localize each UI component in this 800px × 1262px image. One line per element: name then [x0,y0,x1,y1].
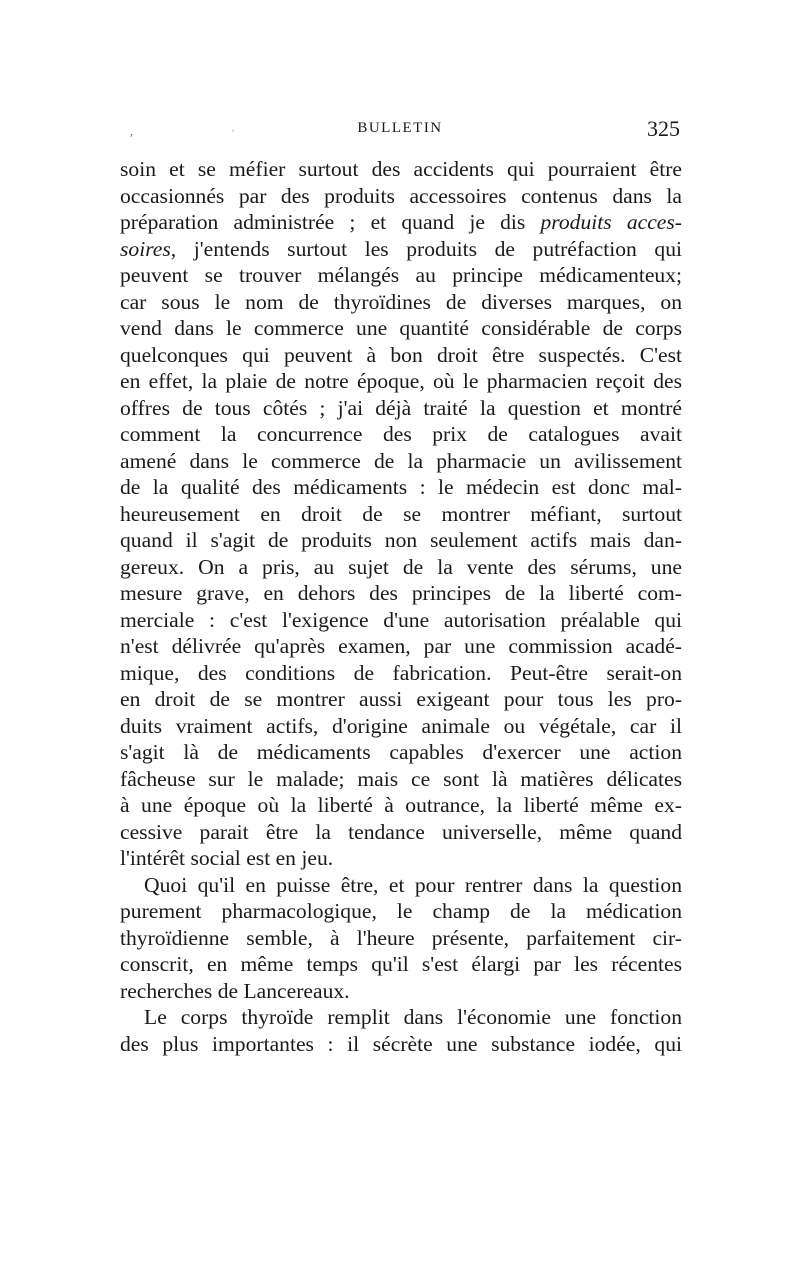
text-line [120,792,682,819]
line-text: l'intérêt social est en jeu. [120,846,334,870]
text-line [120,262,682,289]
text-line [120,607,682,634]
text-line [120,739,682,766]
line-text: comment la concurrence des prix de catalogues avait [120,422,682,446]
line-text: duits vraiment actifs, d'origine animale ou végétale, car il [120,713,682,738]
line-text: thyroïdienne semble, à l'heure présente, parfaitement cir- [120,925,682,950]
line-text: Quoi qu'il en puisse être, et pour rentrer dans la question [144,872,682,897]
line-text: mesure grave, en dehors des principes de la liberté com- [120,581,682,605]
text-line [120,527,682,554]
text-line [120,342,682,369]
line-text: conscrit, en même temps qu'il s'est élargi par les récentes [120,952,682,976]
text-line [120,660,682,687]
text-line [120,474,682,501]
text-line [120,1004,682,1031]
line-text: de la qualité des médicaments : le médecin est donc mal- [120,475,682,499]
line-text: merciale : c'est l'exigence d'une autorisation préalable qui [120,607,682,632]
line-text: à une époque où la liberté à outrance, la liberté même ex- [120,793,682,817]
text-line [120,951,682,978]
line-text: quand il s'agit de produits non seulement actifs mais dan- [120,528,682,552]
line-text: heureusement en droit de se montrer méfiant, surtout [120,501,682,526]
line-text: gereux. On a pris, au sujet de la vente des sérums, une [120,554,682,579]
text-line [120,580,682,607]
body-text [120,156,682,1057]
line-text: recherches de Lancereaux. [120,978,350,1003]
page-number: 325 [647,116,680,141]
line-text: peuvent se trouver mélangés au principe médicamenteux; [120,263,682,287]
italic-text: soires [120,236,171,261]
text-line [120,209,682,236]
text-line [120,978,682,1005]
text-line [120,925,682,952]
text-line [120,395,682,422]
line-text: des plus importantes : il sécrète une substance iodée, qui [120,1031,682,1056]
line-text: car sous le nom de thyroïdines de diverses marques, on [120,289,682,314]
text-line [120,1031,682,1058]
text-line [120,236,682,263]
text-line [120,501,682,528]
text-line [120,315,682,342]
stray-mark: ' [232,126,235,140]
text-line [120,183,682,210]
line-text: en effet, la plaie de notre époque, où le pharmacien reçoit des [120,369,682,393]
line-text: mique, des conditions de fabrication. Peut-être serait-on [120,660,682,685]
line-text: soin et se méfier surtout des accidents qui pourraient être [120,157,682,181]
page-header [120,116,680,146]
line-text: s'agit là de médicaments capables d'exercer une action [120,740,682,764]
running-title: BULLETIN [357,120,443,136]
text-line [120,766,682,793]
line-text: offres de tous côtés ; j'ai déjà traité la question et montré [120,395,682,420]
text-line [120,421,682,448]
line-text: fâcheuse sur le malade; mais ce sont là matières délicates [120,766,682,791]
italic-text: produits acces- [540,210,682,234]
text-line [120,448,682,475]
text-line [120,554,682,581]
text-line [120,368,682,395]
line-text: Le corps thyroïde remplit dans l'économie une fonction [144,1005,682,1029]
text-line [120,713,682,740]
text-line [120,898,682,925]
line-text: n'est délivrée qu'après examen, par une commission acadé- [120,634,682,658]
line-text: occasionnés par des produits accessoires contenus dans la [120,183,682,208]
line-text: préparation administrée ; et quand je dis [120,210,541,234]
text-line [120,819,682,846]
line-text: en droit de se montrer aussi exigeant pour tous les pro- [120,687,682,711]
line-text: quelconques qui peuvent à bon droit être suspectés. C'est [120,342,682,367]
text-line [120,289,682,316]
line-text: amené dans le commerce de la pharmacie un avilissement [120,448,682,473]
line-text: cessive parait être la tendance universelle, même quand [120,819,682,844]
text-line [120,845,682,872]
stray-mark: , [130,124,133,138]
line-text: purement pharmacologique, le champ de la médication [120,899,682,923]
line-text: , j'entends surtout les produits de putréfaction qui [170,236,682,261]
text-line [120,633,682,660]
text-line [120,156,682,183]
line-text: vend dans le commerce une quantité considérable de corps [120,316,682,340]
text-line [120,872,682,899]
text-line [120,686,682,713]
